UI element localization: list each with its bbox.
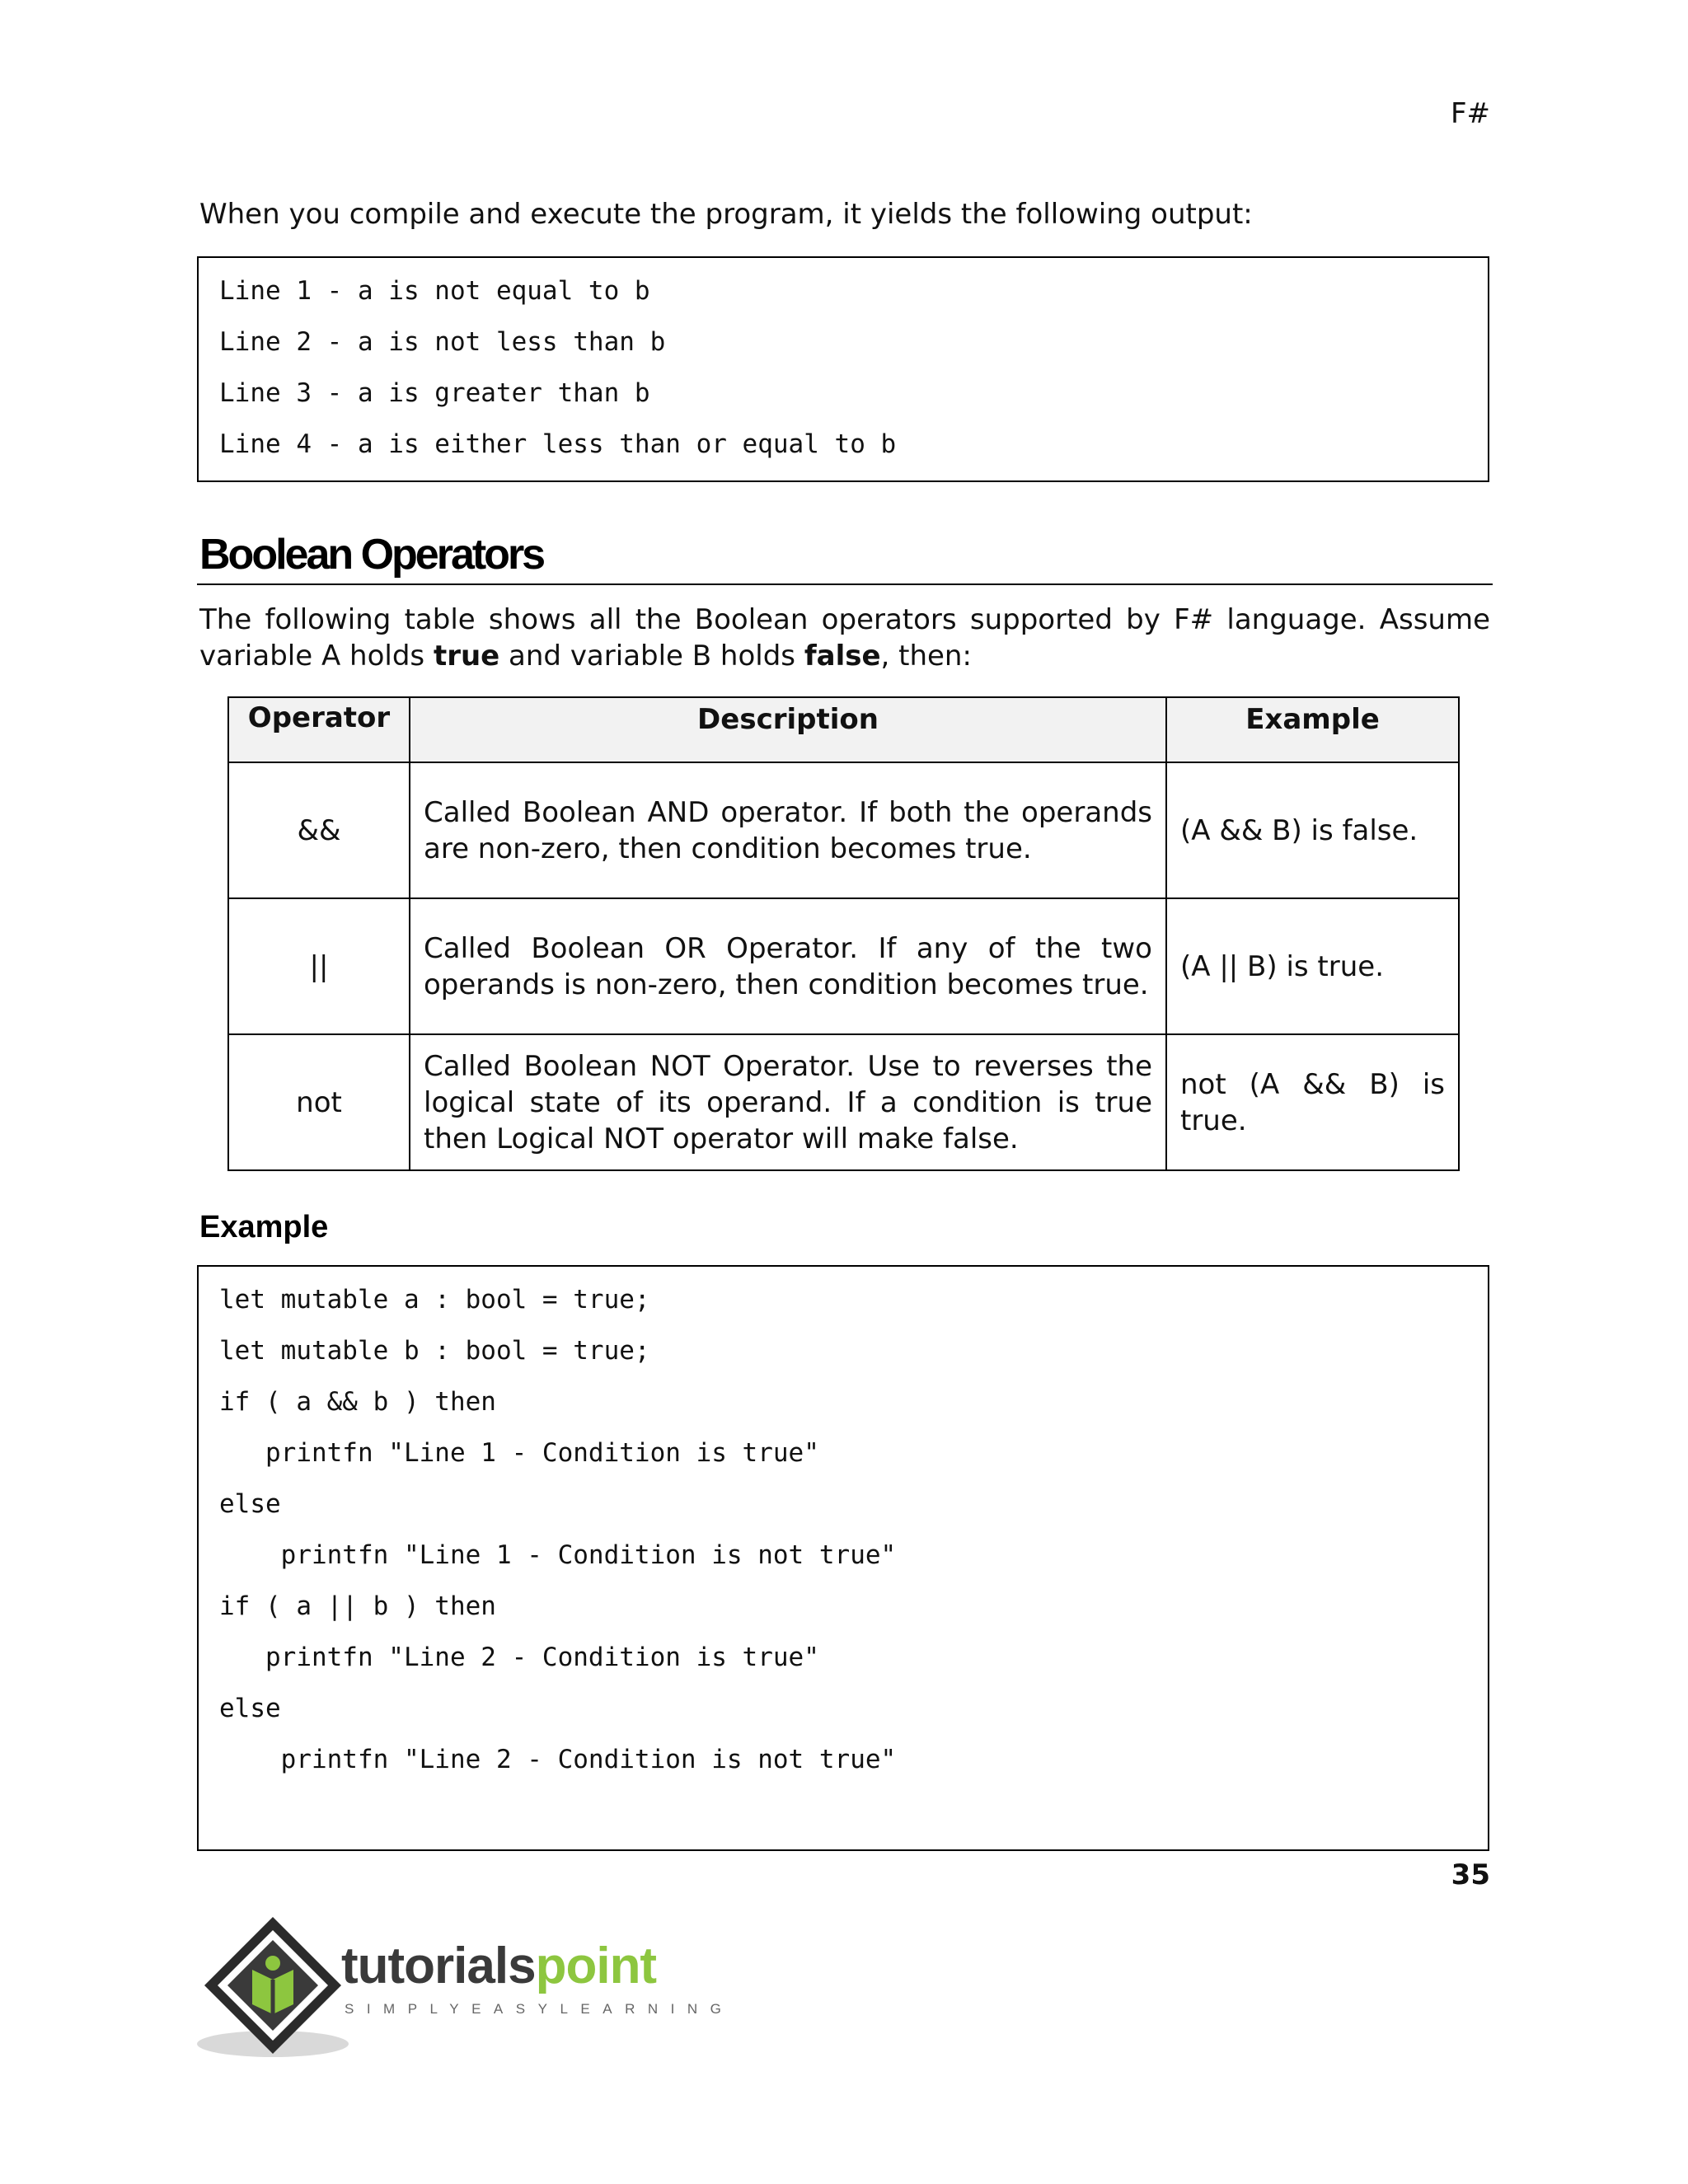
logo-word-point: point: [535, 1938, 657, 1994]
cell-operator: &&: [228, 762, 410, 898]
boolean-operators-table: [227, 696, 1460, 1171]
table-header-row: [228, 697, 1459, 762]
para-lead: The following table shows all the Boolean operators supported by F# language. Assume variable A holds: [199, 603, 1490, 673]
output-line: Line 4 - a is either less than or equal to b: [219, 429, 897, 459]
logo-word-tutorials: tutorials: [341, 1938, 536, 1994]
code-line: let mutable b : bool = true;: [219, 1336, 650, 1366]
output-line: Line 3 - a is greater than b: [219, 378, 650, 408]
code-line: printfn "Line 2 - Condition is not true": [219, 1745, 897, 1774]
output-line: Line 1 - a is not equal to b: [219, 276, 650, 306]
tutorialspoint-logo-icon: [195, 1912, 351, 2060]
code-line: printfn "Line 2 - Condition is true": [219, 1643, 819, 1672]
cell-description: Called Boolean NOT Operator. Use to reverses the logical state of its operand. If a condition is true then Logical NOT operator will make false.: [410, 1034, 1166, 1170]
para-false: false: [804, 640, 881, 673]
cell-example: (A || B) is true.: [1166, 898, 1459, 1034]
code-line: printfn "Line 1 - Condition is not true": [219, 1540, 897, 1570]
code-line: else: [219, 1489, 281, 1519]
cell-description: Called Boolean AND operator. If both the operands are non-zero, then condition becomes true.: [410, 762, 1166, 898]
output-box: [197, 256, 1489, 482]
code-line: if ( a || b ) then: [219, 1591, 496, 1621]
output-line: Line 2 - a is not less than b: [219, 327, 666, 357]
code-line: printfn "Line 1 - Condition is true": [219, 1438, 819, 1468]
header-example: Example: [1166, 697, 1459, 762]
cell-description: Called Boolean OR Operator. If any of the two operands is non-zero, then condition becomes true.: [410, 898, 1166, 1034]
para-mid: and variable B holds: [499, 640, 804, 673]
cell-example: (A && B) is false.: [1166, 762, 1459, 898]
example-code-box: [197, 1265, 1489, 1851]
intro-text: When you compile and execute the program, it yields the following output:: [199, 198, 1253, 231]
table-row: [228, 898, 1459, 1034]
para-tail: , then:: [880, 640, 972, 673]
table-row: [228, 1034, 1459, 1170]
logo-tagline: SIMPLYEASYLEARNING: [345, 2001, 734, 2017]
cell-operator: ||: [228, 898, 410, 1034]
header-operator: Operator: [228, 697, 410, 762]
header-description: Description: [410, 697, 1166, 762]
para-true: true: [433, 640, 500, 673]
section-title: Boolean Operators: [199, 531, 544, 579]
section-paragraph: [199, 602, 1490, 674]
code-line: if ( a && b ) then: [219, 1387, 496, 1417]
example-heading: Example: [199, 1210, 329, 1244]
logo-wordmark: [341, 1938, 657, 1994]
running-header: F#: [1450, 97, 1490, 130]
section-divider: [197, 583, 1493, 585]
cell-operator: not: [228, 1034, 410, 1170]
table-row: [228, 762, 1459, 898]
page-number: 35: [1451, 1858, 1490, 1891]
code-line: let mutable a : bool = true;: [219, 1285, 650, 1315]
cell-example: not (A && B) is true.: [1166, 1034, 1459, 1170]
code-line: else: [219, 1694, 281, 1723]
